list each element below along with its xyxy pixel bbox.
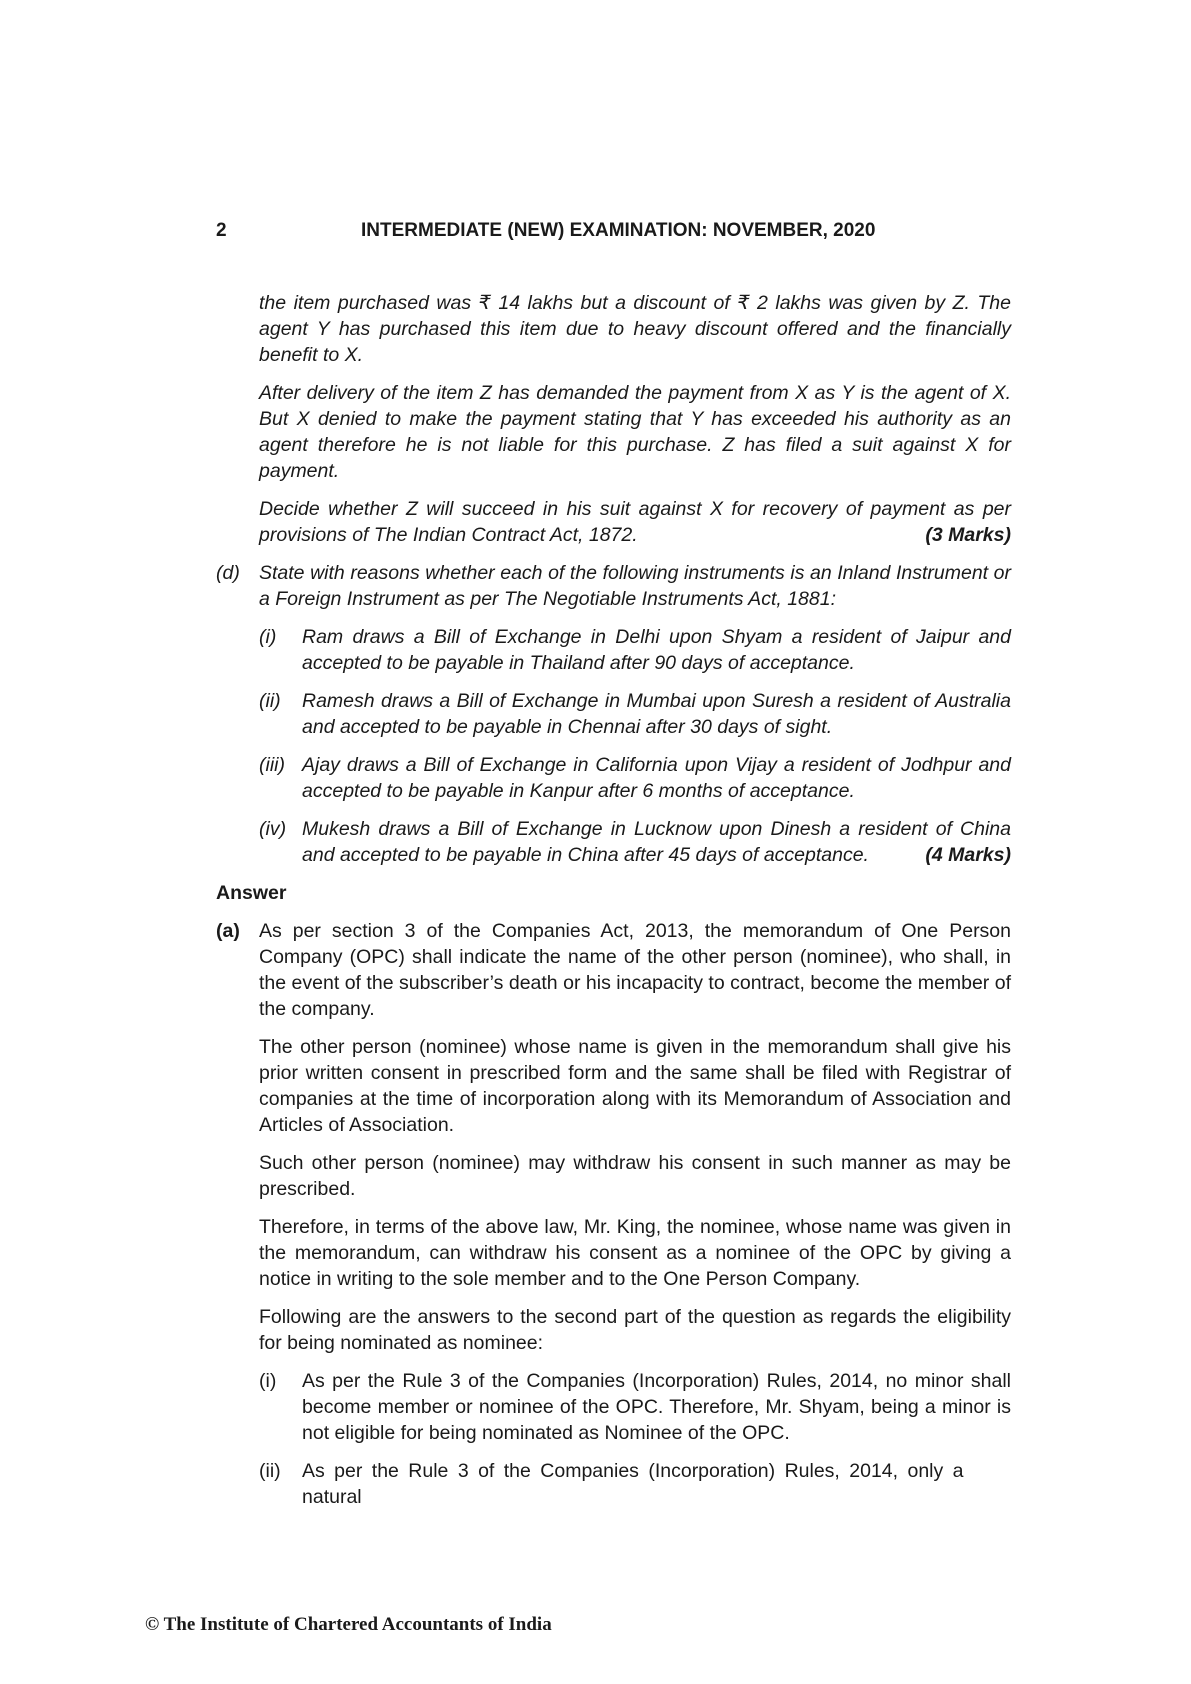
question-d-text: State with reasons whether each of the following instruments is an Inland Instrument or a Foreign Instrument as per The Negotiable Instruments Act, 1881: — [259, 562, 1011, 610]
answer-paragraph: Therefore, in terms of the above law, Mr. King, the nominee, whose name was given in the memorandum, can withdraw his consent as a nominee of the OPC by giving a notice in writing to the sole member and to the One Person Company. — [259, 1216, 1011, 1290]
answer-a — [0, 918, 1191, 1022]
marks-label: (4 Marks) — [925, 844, 1011, 866]
list-item-body: Mukesh draws a Bill of Exchange in Lucknow upon Dinesh a resident of China and accepted to be payable in China after 45 days of acceptance. — [302, 818, 1011, 866]
answer-paragraph: Following are the answers to the second part of the question as regards the eligibility for being nominated as nominee: — [259, 1306, 1011, 1354]
question-c-paragraph — [259, 496, 1011, 548]
answer-paragraph: The other person (nominee) whose name is given in the memorandum shall give his prior written consent in prescribed form and the same shall be filed with Registrar of companies at the time of incorporation along with its Memorandum of Association and Articles of Association. — [259, 1036, 1011, 1136]
list-item-label: (iii) — [259, 754, 285, 776]
answer-heading: Answer — [216, 882, 287, 904]
list-item — [0, 688, 1191, 740]
question-c-paragraph: the item purchased was ₹ 14 lakhs but a discount of ₹ 2 lakhs was given by Z. The agent Y has purchased this item due to heavy discount offered and the financially benefit to X. — [259, 292, 1011, 366]
list-item-text: Ramesh draws a Bill of Exchange in Mumbai upon Suresh a resident of Australia and accepted to be payable in Chennai after 30 days of sight. — [302, 690, 1011, 738]
question-d-label: (d) — [216, 562, 240, 584]
list-item — [0, 1458, 1191, 1510]
marks-label: (3 Marks) — [925, 524, 1011, 546]
page-number: 2 — [216, 220, 227, 241]
list-item — [0, 816, 1191, 868]
list-item — [0, 624, 1191, 676]
page-header-title: INTERMEDIATE (NEW) EXAMINATION: NOVEMBER, 2020 — [361, 220, 876, 241]
list-item-text: As per the Rule 3 of the Companies (Incorporation) Rules, 2014, no minor shall become member or nominee of the OPC. Therefore, Mr. Shyam, being a minor is not eligible for being nominated as Nominee of the OPC. — [302, 1370, 1011, 1444]
footer-copyright: © The Institute of Chartered Accountants of India — [145, 1614, 552, 1635]
list-item-text — [302, 816, 1011, 868]
question-c-decide-text: Decide whether Z will succeed in his suit against X for recovery of payment as per provisions of The Indian Contract Act, 1872. — [259, 498, 1011, 546]
answer-paragraph: As per section 3 of the Companies Act, 2013, the memorandum of One Person Company (OPC) shall indicate the name of the other person (nominee), who shall, in the event of the subscriber’s death or his incapacity to contract, become the member of the company. — [259, 920, 1011, 1020]
list-item-label: (iv) — [259, 818, 287, 840]
question-d — [0, 560, 1191, 612]
list-item-label: (i) — [259, 626, 277, 648]
list-item — [0, 1368, 1191, 1446]
page-body — [0, 290, 1191, 1522]
list-item — [0, 752, 1191, 804]
list-item-label: (ii) — [259, 1460, 281, 1482]
list-item-text: Ajay draws a Bill of Exchange in California upon Vijay a resident of Jodhpur and accepted to be payable in Kanpur after 6 months of acceptance. — [302, 754, 1011, 802]
question-c-paragraph: After delivery of the item Z has demanded the payment from X as Y is the agent of X. But X denied to make the payment stating that Y has exceeded his authority as an agent therefore he is not liable for this purchase. Z has filed a suit against X for payment. — [259, 382, 1011, 482]
answer-a-label: (a) — [216, 920, 240, 942]
list-item-label: (i) — [259, 1370, 277, 1392]
list-item-text: Ram draws a Bill of Exchange in Delhi upon Shyam a resident of Jaipur and accepted to be payable in Thailand after 90 days of acceptance. — [302, 626, 1011, 674]
list-item-label: (ii) — [259, 690, 281, 712]
answer-paragraph: Such other person (nominee) may withdraw his consent in such manner as may be prescribed. — [259, 1152, 1011, 1200]
list-item-text: As per the Rule 3 of the Companies (Incorporation) Rules, 2014, only a natural — [302, 1460, 964, 1508]
